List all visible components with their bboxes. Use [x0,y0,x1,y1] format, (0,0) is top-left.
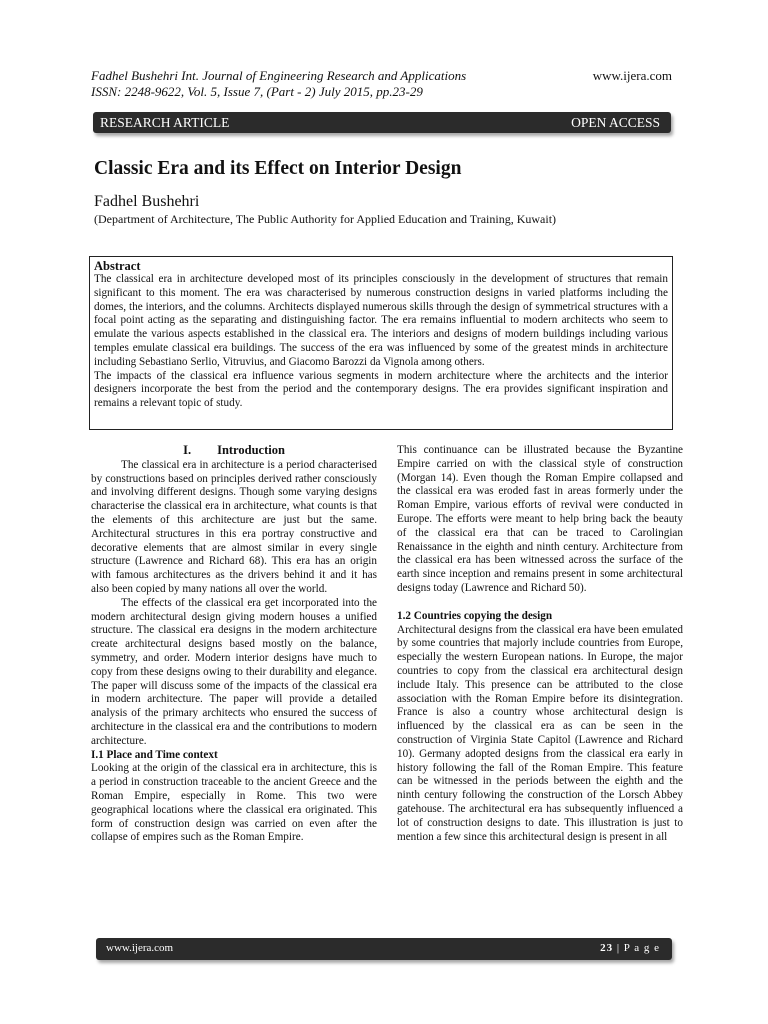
page-number: 23 [600,942,614,954]
abstract-heading: Abstract [94,259,141,273]
author-name: Fadhel Bushehri [94,193,200,210]
research-article-label: RESEARCH ARTICLE [100,115,230,130]
page-indicator [600,942,660,954]
page-footer [96,938,672,960]
article-type-banner [93,112,671,133]
body-paragraph: Architectural designs from the classical era have been emulated by some countries that majorly include countries from Europe, especially the western European nations. In Europe, the major countries to copy from the classical era architectural design include Italy. This presence can be attributed to the close association with the Roman Empire before its disintegration. France is also a country whose architectural design is influenced by the classical era as can be seen in the construction of Virginia State Capitol (Lawrence and Richard 10). Germany adopted designs from the classical era early in history following the fall of the Roman Empire. This feature can be witnessed in the periods between the eighth and the ninth century following the construction of the Lorsch Abbey gatehouse. The architectural era has subsequently influenced a lot of construction designs to date. This illustration is just to mention a few since this architectural design is present in all [397,623,683,843]
body-paragraph: The effects of the classical era get incorporated into the modern architectural design giving modern houses a unified structure. The classical era designs in the modern architecture create architectural designs based mostly on the balance, symmetry, and order. Modern interior designs have much to copy from these designs owing to their durability and elegance. The paper will discuss some of the impacts of the classical era in modern architecture. The paper will provide a detailed analysis of the primary architects who ensured the success of architecture in the classical era and the contributions to modern architecture. [91,596,377,747]
section-heading-introduction [91,444,377,458]
left-column [91,444,377,845]
abstract-paragraph: The classical era in architecture developed most of its principles consciously in the development of structures that remain significant to this moment. The era was characterised by numerous construction designs in varied platforms including the domes, the interiors, and the columns. Architects displayed numerous skills through the design of symmetrical structures with a focal point acting as the separating and distinguishing factor. The era remains influential to modern architects who seem to emulate the various aspects established in the classical era. The interiors and designs of modern buildings including various temples emulate classical era buildings. The success of the era was influenced by some of the greatest minds in architecture including Sebastiano Serlio, Vitruvius, and Giacomo Barozzi da Vignola among others. [94,273,668,368]
abstract-paragraph: The impacts of the classical era influence various segments in modern architecture where the architects and the interior designers incorporate the best from the period and the contemporary designs. The era provides significant inspiration and remains a relevant topic of study. [94,369,668,410]
body-paragraph: The classical era in architecture is a period characterised by constructions based on principles derived rather consciously and involving different designs. Though some varying designs characterise the classical era in architecture, what counts is that the elements of this architecture are just but the same. Architectural structures in this era portray constructive and decorative elements that are almost similar in every single structure (Lawrence and Richard 68). This era has an origin with famous architectures as the drivers behind it and it has also been copied by many nations all over the world. [91,458,377,595]
footer-website: www.ijera.com [106,942,174,954]
author-affiliation: (Department of Architecture, The Public Authority for Applied Education and Training, Kuwait) [94,212,557,226]
section-title: Introduction [217,443,285,457]
journal-website: www.ijera.com [592,68,672,83]
paper-title: Classic Era and its Effect on Interior Design [94,158,462,179]
abstract-box [89,256,673,430]
journal-header [91,68,466,100]
open-access-label: OPEN ACCESS [571,115,660,130]
subsection-heading: I.1 Place and Time context [91,748,218,761]
body-paragraph: This continuance can be illustrated because the Byzantine Empire carried on with the classical style of construction (Morgan 14). Even though the Roman Empire collapsed and the classical era was eroded fast in areas formerly under the Roman Empire, various efforts of revival were conducted in Europe. The efforts were meant to help bring back the beauty of the classical era that can be traced to Carolingian Renaissance in the eighth and ninth century. Architecture from the classical era has been witnessed across the surface of the earth since inception and remains present in some architectural designs today (Lawrence and Richard 50). [397,444,683,594]
journal-issn: ISSN: 2248-9622, Vol. 5, Issue 7, (Part - 2) July 2015, pp.23-29 [91,84,423,99]
body-paragraph: Looking at the origin of the classical era in architecture, this is a period in construction traceable to the ancient Greece and the Roman Empire, especially in Rome. This two were geographical locations where the classical era originated. This form of construction design was carried on even after the collapse of empires such as the Roman Empire. [91,762,377,844]
subsection-heading: 1.2 Countries copying the design [397,609,553,622]
page-label: | P a g e [613,942,660,954]
journal-citation: Fadhel Bushehri Int. Journal of Engineering Research and Applications [91,68,467,83]
right-column [397,444,683,844]
section-number: I. [183,443,192,457]
